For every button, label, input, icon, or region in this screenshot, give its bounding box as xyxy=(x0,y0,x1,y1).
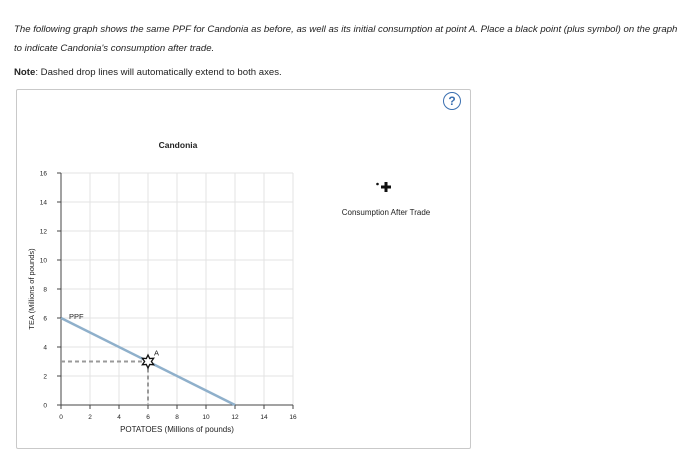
y-tick-label: 8 xyxy=(43,286,47,294)
point-a-marker[interactable] xyxy=(142,355,153,368)
x-tick-label: 8 xyxy=(175,414,179,421)
x-axis-label: POTATOES (Millions of pounds) xyxy=(120,425,234,434)
grid xyxy=(61,173,293,405)
y-tick-label: 10 xyxy=(39,257,47,265)
x-tick-label: 0 xyxy=(59,414,63,421)
help-button[interactable]: ? xyxy=(443,92,461,110)
instructions-text: The following graph shows the same PPF for Candonia as before, as well as its initial consumption at point A. Place a black point (plus symbol) on the graph to indicate Candonia's consumption after trade. xyxy=(14,24,678,54)
note-text: : Dashed drop lines will automatically extend to both axes. xyxy=(35,67,282,78)
y-tick-label: 2 xyxy=(43,373,47,381)
y-tick-label: 12 xyxy=(39,228,47,236)
y-tick-label: 4 xyxy=(43,344,47,352)
axes xyxy=(57,173,293,409)
consumption-after-trade-label: Consumption After Trade xyxy=(341,208,431,217)
y-tick-label: 6 xyxy=(43,315,47,323)
ppf-label: PPF xyxy=(69,312,84,321)
points[interactable] xyxy=(61,349,159,406)
y-tick-label: 16 xyxy=(39,170,47,178)
x-tick-label: 10 xyxy=(202,414,210,421)
point-a-label: A xyxy=(154,348,160,358)
plus-point-icon[interactable] xyxy=(376,182,391,192)
x-tick-label: 6 xyxy=(146,414,150,421)
note-label: Note xyxy=(14,67,36,78)
chart-title: Candonia xyxy=(158,140,198,150)
tick-labels xyxy=(40,171,297,422)
x-tick-label: 2 xyxy=(88,414,92,421)
x-tick-label: 14 xyxy=(260,414,268,421)
x-tick-label: 16 xyxy=(289,414,297,421)
y-tick-label: 0 xyxy=(43,402,47,410)
x-tick-label: 12 xyxy=(231,414,239,421)
y-axis-label: TEA (Millions of pounds) xyxy=(27,248,36,330)
x-tick-label: 4 xyxy=(117,414,121,421)
y-tick-label: 14 xyxy=(39,199,47,207)
